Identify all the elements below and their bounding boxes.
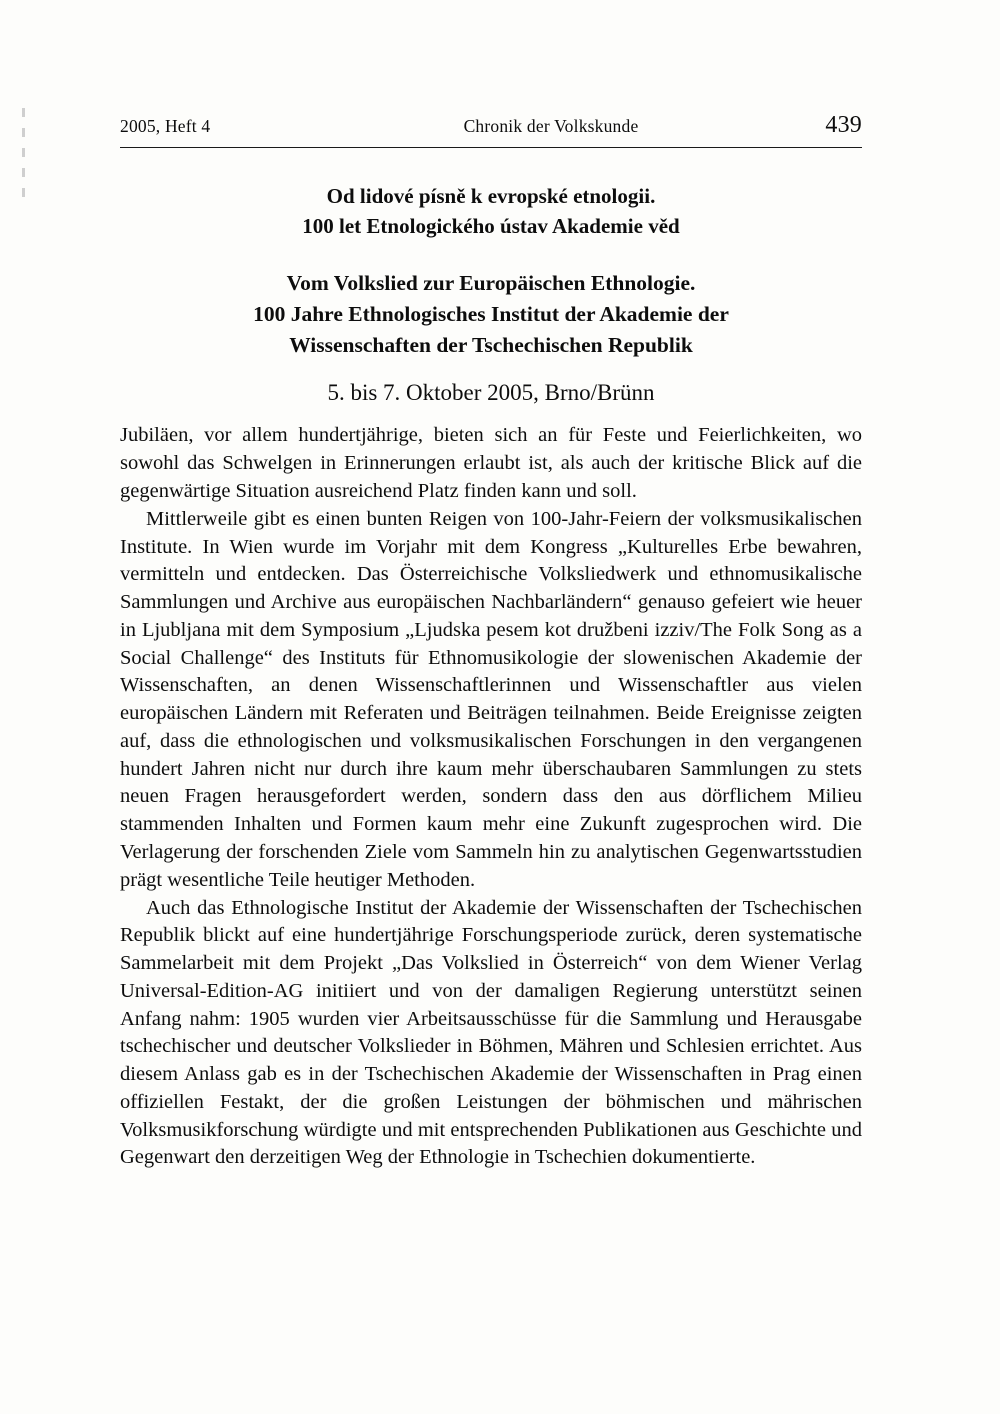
header-rule	[120, 147, 862, 148]
header-section-title: Chronik der Volkskunde	[463, 116, 639, 136]
title-czech-line-2: 100 let Etnologického ústav Akademie věd	[302, 213, 680, 238]
title-german-line-3: Wissenschaften der Tschechischen Republik	[289, 332, 693, 357]
title-german-line-1: Vom Volkslied zur Europäischen Ethnologie.	[286, 270, 696, 295]
body-paragraph-1: Jubiläen, vor allem hundertjährige, bieten sich an für Feste und Feierlichkeiten, wo sowohl das Schwelgen in Erinnerungen erlaubt ist, als auch der kritische Blick auf die gegenwärtige Situation ausreichend Platz finden kann und soll.	[120, 424, 862, 503]
body-paragraph-3: Auch das Ethnologische Institut der Akademie der Wissenschaften der Tschechischen Republik blickt auf eine hundertjährige Forschungsperiode zurück, deren systematische Sammelarbeit mit dem Projekt „Das Volkslied in Österreich“ von dem Wiener Verlag Universal-Edition-AG initiiert und von der damaligen Regierung unterstützt seinen Anfang nahm: 1905 wurden vier Arbeitsausschüsse für die Sammlung und Herausgabe tschechischer und deutscher Volkslieder in Böhmen, Mähren und Schlesien errichtet. Aus diesem Anlass gab es in der Tschechischen Akademie der Wissenschaften in Prag einen offiziellen Festakt, der die großen Leistungen der böhmischen und mährischen Volksmusikforschung würdigte und mit entsprechenden Publikationen aus Geschichte und Gegenwart den derzeitigen Weg der Ethnologie in Tschechien dokumentierte.	[120, 896, 862, 1169]
running-header	[120, 112, 862, 139]
scan-artifact-marks	[22, 108, 26, 228]
page-number: 439	[825, 112, 862, 138]
header-issue: 2005, Heft 4	[120, 116, 211, 136]
event-dateline: 5. bis 7. Oktober 2005, Brno/Brünn	[327, 380, 655, 406]
title-german-line-2: 100 Jahre Ethnologisches Institut der Akademie der	[253, 301, 729, 326]
body-paragraph-2: Mittlerweile gibt es einen bunten Reigen von 100-Jahr-Feiern der volksmusikalischen Institute. In Wien wurde im Vorjahr mit dem Kongress „Kulturelles Erbe bewahren, vermitteln und entdecken. Das Österreichische Volksliedwerk und ethnomusikalische Sammlungen und Archive aus europäischen Nachbarländern“ genauso gefeiert wie heuer in Ljubljana mit dem Symposium „Ljudska pesem kot družbeni izziv/The Folk Song as a Social Challenge“ des Instituts für Ethnomusikologie der slowenischen Akademie der Wissenschaften, an denen Wissenschaftlerinnen und Wissenschaftler aus vielen europäischen Ländern mit Referaten und Beiträgen teilnahmen. Beide Ereignisse zeigten auf, dass die ethnologischen und volksmusikalischen Forschungen in den vergangenen hundert Jahren nicht nur durch ihre kaum mehr überschaubaren Sammlungen zu stets neuen Fragen herausgefordert werden, sondern dass den aus dörflichem Milieu stammenden Inhalten und Formen kaum mehr eine Zukunft zugesprochen wird. Die Verlagerung der forschenden Ziele vom Sammeln hin zu analytischen Gegenwartsstudien prägt wesentliche Teile heutiger Methoden.	[120, 507, 862, 891]
title-czech	[120, 182, 862, 242]
title-german	[120, 268, 862, 361]
title-block	[120, 182, 862, 360]
title-czech-line-1: Od lidové písně k evropské etnologii.	[326, 184, 656, 208]
page-content	[120, 112, 862, 1172]
